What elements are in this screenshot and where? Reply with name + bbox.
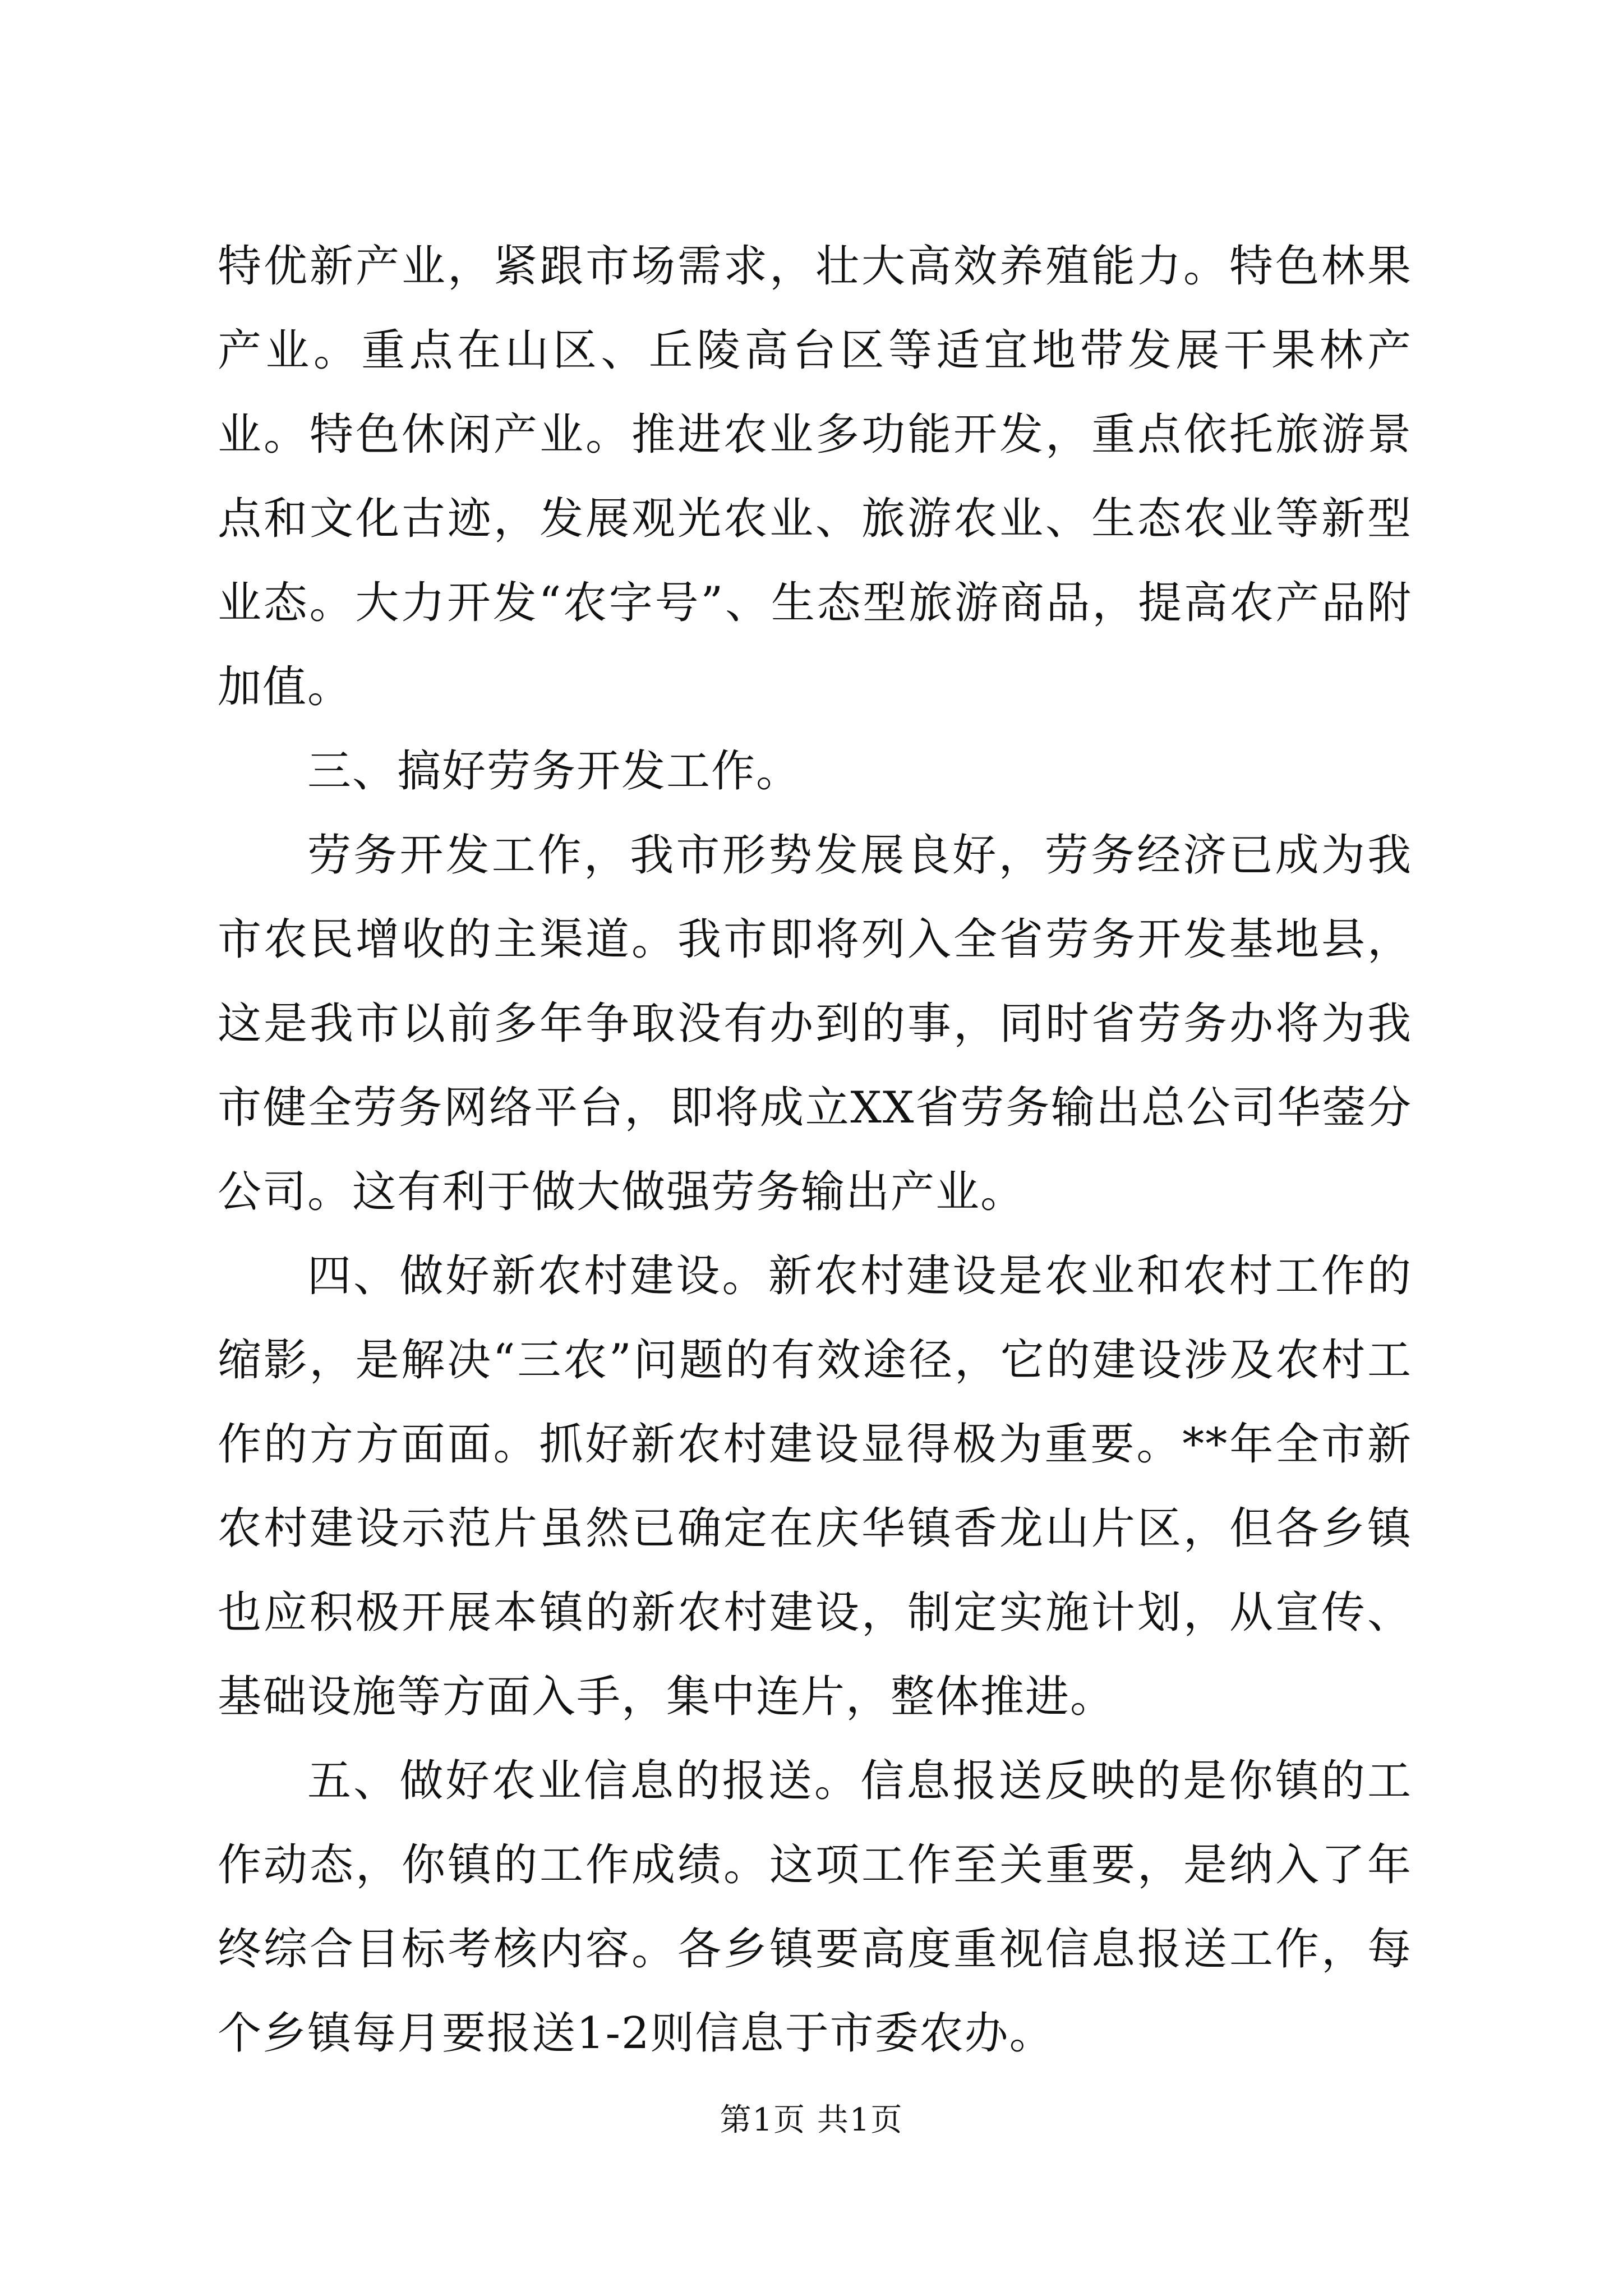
paragraph-continued: 特优新产业，紧跟市场需求，壮大高效养殖能力。特色林果产业。重点在山区、丘陵高台区等适宜地带发展干果林产业。特色休闲产业。推进农业多功能开发，重点依托旅游景点和文化古迹，发展观光农业、旅游农业、生态农业等新型业态。大力开发“农字号”、生态型旅游商品，提高农产品附加值。	[218, 241, 1412, 712]
paragraph-new-village-construction: 四、做好新农村建设。新农村建设是农业和农村工作的缩影，是解决“三农”问题的有效途径，它的建设涉及农村工作的方方面面。抓好新农村建设显得极为重要。**年全市新农村建设示范片虽然已确定在庆华镇香龙山片区，但各乡镇也应积极开展本镇的新农村建设，制定实施计划，从宣传、基础设施等方面入手，集中连片，整体推进。	[218, 1251, 1412, 1722]
paragraph-agri-info-reporting: 五、做好农业信息的报送。信息报送反映的是你镇的工作动态，你镇的工作成绩。这项工作至关重要，是纳入了年终综合目标考核内容。各乡镇要高度重视信息报送工作，每个乡镇每月要报送1-2则信息于市委农办。	[218, 1756, 1412, 2059]
page-footer: 第1页 共1页	[720, 2102, 903, 2138]
section-heading-labor-development: 三、搞好劳务开发工作。	[307, 746, 801, 797]
document-body	[218, 224, 1412, 2076]
paragraph-labor-development: 劳务开发工作，我市形势发展良好，劳务经济已成为我市农民增收的主渠道。我市即将列入全省劳务开发基地县，这是我市以前多年争取没有办到的事，同时省劳务办将为我市健全劳务网络平台，即将成立XX省劳务输出总公司华蓥分公司。这有利于做大做强劳务输出产业。	[218, 830, 1412, 1217]
